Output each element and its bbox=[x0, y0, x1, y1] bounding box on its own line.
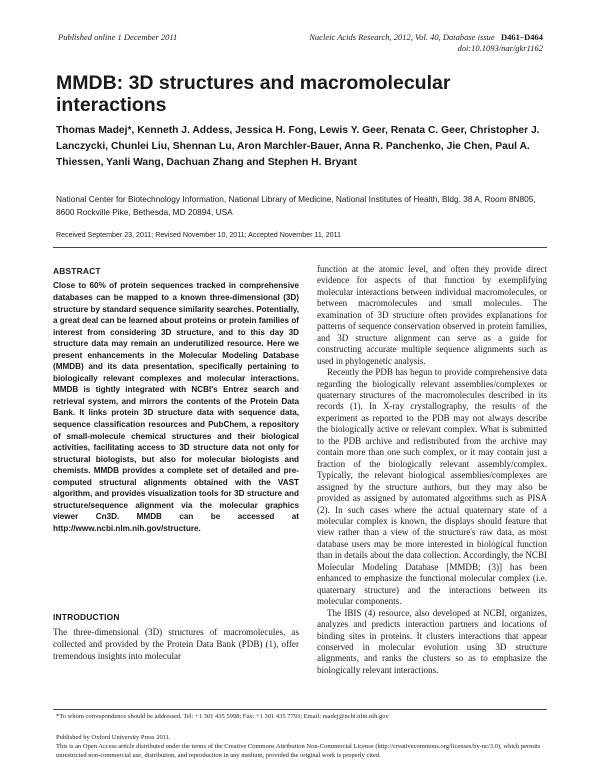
introduction-text: The three-dimensional (3D) structures of macromolecules, as collected and provided by the Protein Data Bank (PDB) (1), offer tremendous insights into molecular bbox=[53, 627, 299, 661]
introduction-heading: INTRODUCTION bbox=[53, 612, 120, 622]
doi[interactable]: doi:10.1093/nar/gkr1162 bbox=[457, 42, 543, 53]
paragraph-assemblies: Recently the PDB has begun to provide comprehensive data regarding the biologically relevant assemblies/complexes or quaternary structures of the macromolecules described in its records (1). In X-ray crystallography, the results of the experiment as reported to the PDB may not always describe the biologically active or relevant complex. What is submitted to the PDB archive and redistributed from the archive may contain more than one such complex, or it may contain just a fraction of the biologically relevant assembly/complex. Typically, the relevant biological assemblies/complexes are assigned by the structure authors, but they may also be provided as assigned by automated algorithms such as PISA (2). In such cases where the actual quaternary state of a molecular complex is known, the displays should feature that view rather than a view of the structure's raw data, as most database users may be more interested in biological function than in details about the data collection. Accordingly, the NCBI Molecular Modeling Database [MMDB; (3)] has been enhanced to emphasize the functional molecular complex (i.e. quaternary structure) and the interactions between its molecular components. bbox=[317, 367, 547, 607]
abstract-text: Close to 60% of protein sequences tracked in comprehensive databases can be mapped to a known three-dimensional (3D) structure by standard sequence similarity searches. Potentially, a great deal can be learned about proteins or protein families of interest from considering 3D structure, and to this day 3D structure data may remain an underutilized resource. Here we present enhancements in the Molecular Modeling Database (MMDB) and its data presentation, specifically pertaining to biologically relevant complexes and molecular interactions. MMDB is tightly integrated with NCBI's Entrez search and retrieval system, and mirrors the contents of the Protein Data Bank. It links protein 3D structure data with sequence data, sequence classification resources and PubChem, a repository of small-molecule chemical structures and their biological activities, facilitating access to 3D structure data not only for structural biologists, but also for molecular biologists and chemists. MMDB provides a complete set of detailed and pre-computed structural alignments obtained with the VAST algorithm, and provides visualization tools for 3D structure and structure/sequence alignment via the molecular graphics viewer Cn3D. MMDB can be accessed at http://www.ncbi.nlm.nih.gov/structure. bbox=[53, 281, 299, 533]
license-note: This is an Open Access article distributed under the terms of the Creative Commons Attribution Non-Commercial License (http://creativecommons.org/licenses/by-nc/3.0), which permits unrestricted non-commercial use, distribution, and reproduction in any medium, provided the original work is properly cited. bbox=[56, 743, 541, 759]
right-column bbox=[317, 264, 547, 676]
abstract-heading: ABSTRACT bbox=[53, 266, 101, 276]
title-divider bbox=[53, 247, 547, 248]
affiliation: National Center for Biotechnology Information, National Library of Medicine, National Institutes of Health, Bldg. 38 A, Room 8N805, 8600 Rockville Pike, Bethesda, MD 20894, USA bbox=[56, 194, 536, 217]
paper-title: MMDB: 3D structures and macromolecular interactions bbox=[56, 72, 451, 116]
published-date: Published online 1 December 2011 bbox=[58, 32, 178, 42]
publisher-note: Published by Oxford University Press 2011. bbox=[56, 734, 171, 741]
author-list: Thomas Madej*, Kenneth J. Addess, Jessica H. Fong, Lewis Y. Geer, Renata C. Geer, Christopher J. Lanczycki, Chunlei Liu, Shennan Lu, Aron Marchler-Bauer, Anna R. Panchenko, Jie Chen, Paul A. Thiessen, Yanli Wang, Dachuan Zhang and Stephen H. Bryant bbox=[56, 125, 540, 169]
introduction-section bbox=[53, 612, 299, 663]
abstract-section bbox=[53, 266, 299, 534]
page-range: D461–D464 bbox=[500, 32, 543, 42]
journal-citation bbox=[309, 32, 543, 53]
paragraph-function: function at the atomic level, and often they provide direct evidence for aspects of that function by exemplifying molecular interactions between individual macromolecules, or between macromolecules and small molecules. The examination of 3D structure often provides explanations for patterns of sequence conservation observed in protein families, and 3D structure alignment can serve as a guide for constructing accurate multiple sequence alignments such as used in phylogenetic analysis. bbox=[317, 264, 547, 366]
journal-name: Nucleic Acids Research, 2012, Vol. 40, Database issue bbox=[309, 32, 495, 42]
footnote-divider bbox=[53, 709, 547, 710]
received-dates: Received September 23, 2011; Revised November 10, 2011; Accepted November 11, 2011 bbox=[56, 231, 341, 239]
correspondence-footnote: *To whom correspondence should be addressed. Tel: +1 301 435 5998; Fax: +1 301 435 7793; Email: madej@ncbi.nlm.nih.gov bbox=[56, 713, 389, 720]
paragraph-ibis: The IBIS (4) resource, also developed at NCBI, organizes, analyzes and predicts interaction partners and locations of binding sites in proteins. It clusters interactions that appear conserved in molecular evolution using 3D structure alignments, and ranks the clusters so as to emphasize the biologically relevant interactions. bbox=[317, 607, 547, 675]
